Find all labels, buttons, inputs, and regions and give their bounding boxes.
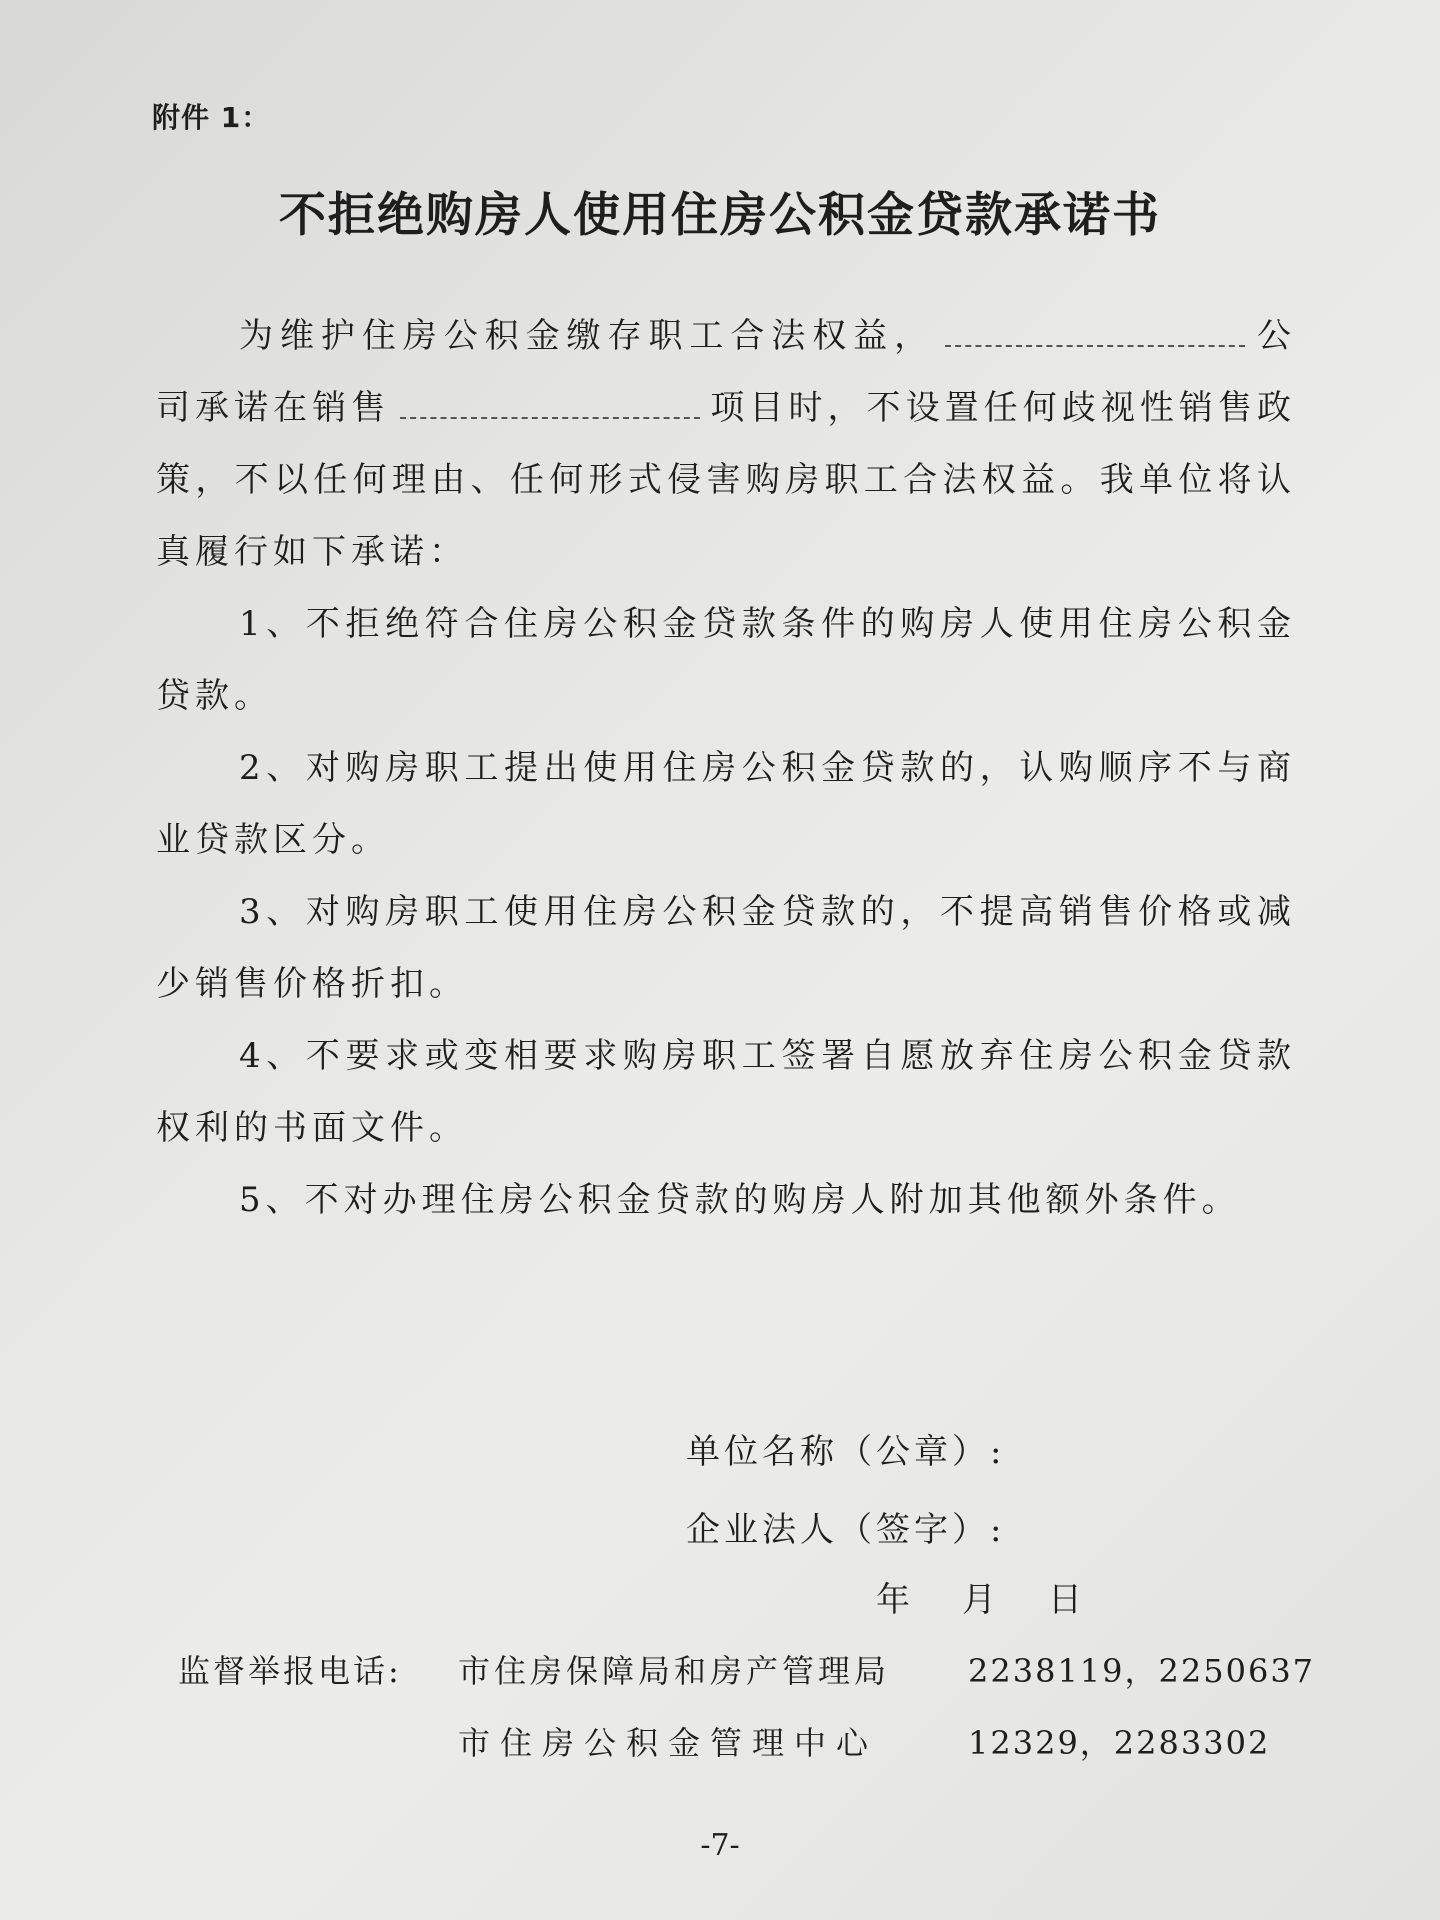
document-body [156, 300, 1296, 1236]
date-year: 年 [876, 1580, 918, 1620]
commitment-item: 3、对购房职工使用住房公积金贷款的，不提高销售价格或减少销售价格折扣。 [156, 892, 1296, 1004]
intro-text-3: 项目时，不设置任何歧视性销售政策，不以任何理由、任何形式侵害购房职工合法权益。我单位将认真履行如下承诺： [156, 388, 1297, 572]
hotline-org: 市住房保障局和房产管理局 [458, 1652, 891, 1690]
commitment-item: 4、不要求或变相要求购房职工签署自愿放弃住房公积金贷款权利的书面文件。 [156, 1036, 1296, 1148]
document-title: 不拒绝购房人使用住房公积金贷款承诺书 [279, 188, 1161, 243]
intro-paragraph [156, 300, 1296, 588]
page-number: -7- [700, 1828, 740, 1863]
hotline-org: 市住房公积金管理中心 [458, 1724, 879, 1762]
date-line [876, 1572, 1134, 1621]
commitment-item: 1、不拒绝符合住房公积金贷款条件的购房人使用住房公积金贷款。 [156, 604, 1296, 716]
hotline-label: 监督举报电话: [178, 1652, 402, 1690]
date-month: 月 [962, 1580, 1004, 1620]
attachment-label: 附件 1： [152, 101, 271, 134]
legal-person-signature-line: 企业法人（签字）: [686, 1510, 1006, 1550]
unit-name-seal-line: 单位名称（公章）: [686, 1432, 1006, 1472]
commitment-item: 2、对购房职工提出使用住房公积金贷款的，认购顺序不与商业贷款区分。 [156, 748, 1296, 860]
hotline-numbers: 2238119，2250637 [968, 1652, 1316, 1690]
intro-text-1: 为维护住房公积金缴存职工合法权益， [239, 316, 936, 356]
intro-text-2: 公司承诺在销售 [156, 316, 1297, 428]
hotline-numbers: 12329，2283302 [968, 1724, 1271, 1762]
company-name-blank [945, 315, 1245, 347]
project-name-blank [400, 387, 700, 419]
commitment-item: 5、不对办理住房公积金贷款的购房人附加其他额外条件。 [239, 1180, 1241, 1220]
date-day: 日 [1048, 1580, 1090, 1620]
